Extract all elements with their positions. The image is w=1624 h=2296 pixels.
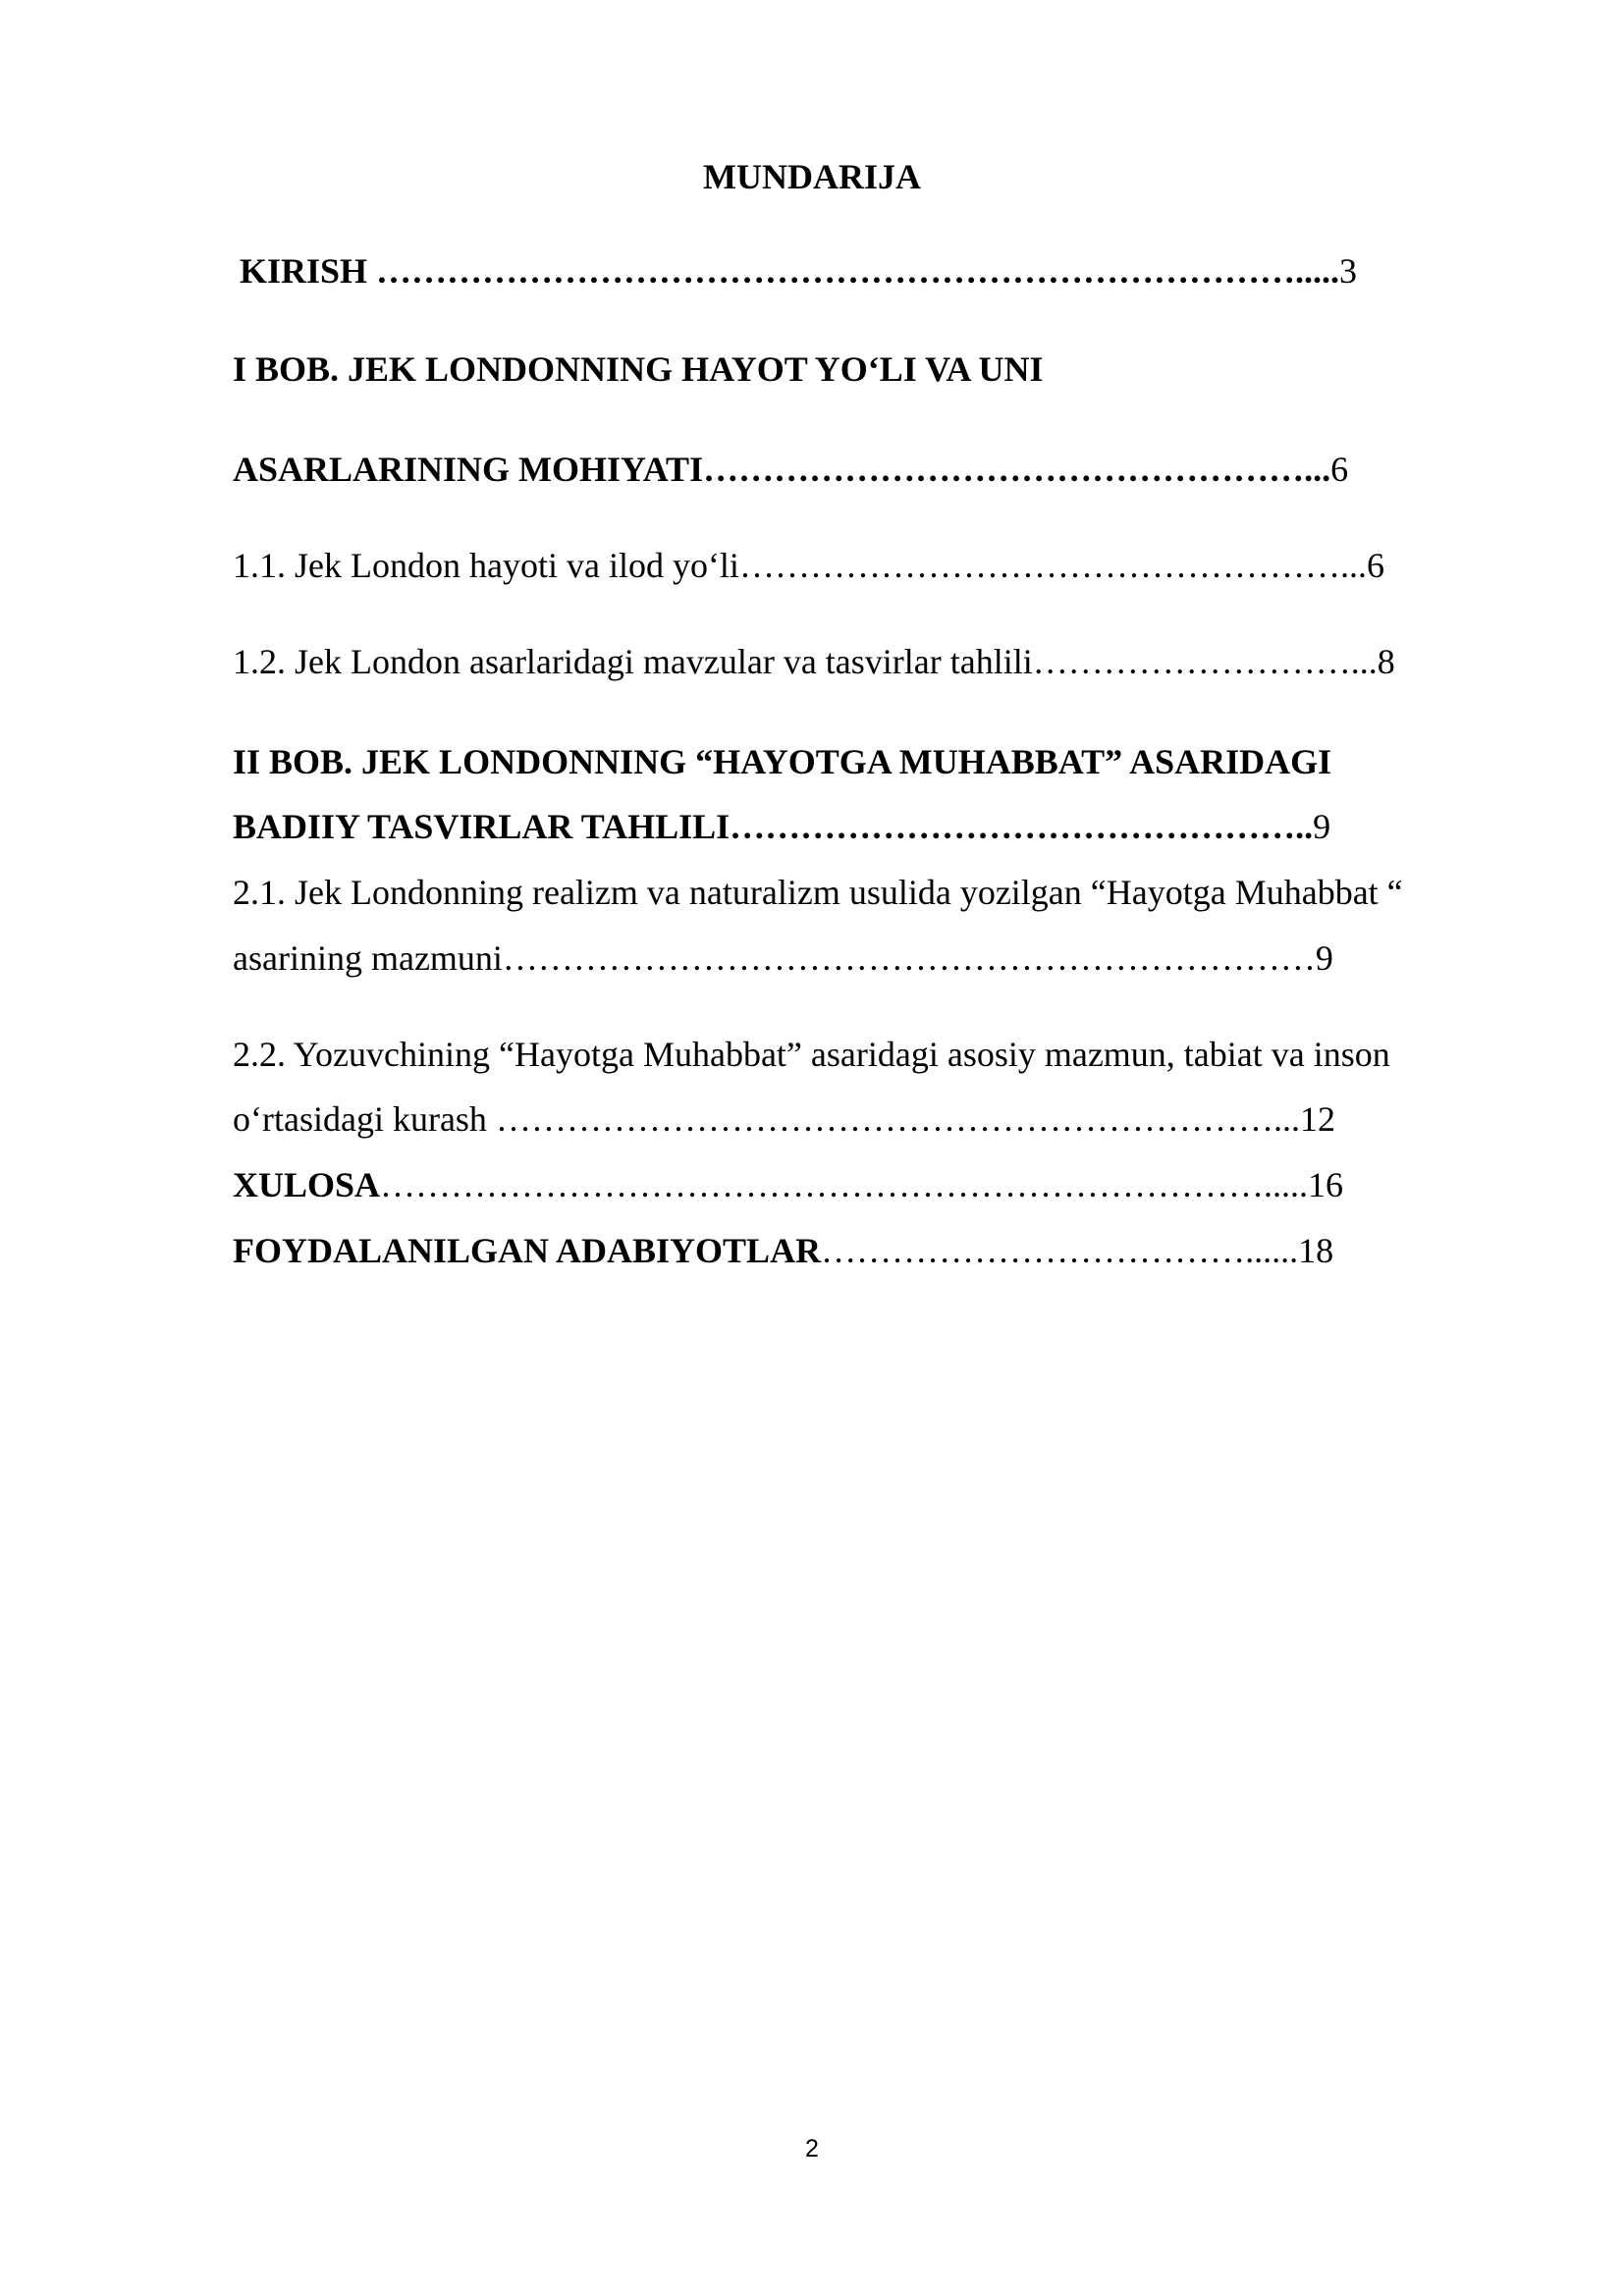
toc-entry-dots: …………………………………………………………... [495,1099,1300,1139]
toc-entry-page: 6 [1366,546,1384,585]
toc-entry [233,640,1395,683]
toc-entry [233,544,1384,587]
toc-entry-dots: ……………………………………………... [738,546,1367,585]
toc-entry [233,1097,1335,1141]
toc-entry-text: KIRISH [240,251,377,291]
toc-entry-dots: …………………………………………………………………..... [380,1165,1309,1204]
toc-entry [240,249,1357,293]
toc-entry-dots: ………………………... [1032,642,1378,681]
toc-entry [233,805,1330,848]
toc-entry-page: 6 [1330,450,1349,489]
toc-entry-text: BADIIY TASVIRLAR TAHLILI [233,807,731,846]
toc-entry-text: 1.2. Jek London asarlaridagi mavzular va tasvirlar tahlili [233,642,1033,681]
page-number: 2 [805,2135,819,2163]
toc-entry-page: 9 [1315,938,1333,978]
toc-entry-text: I BOB. JEK LONDONNING HAYOT YO‘LI VA UNI [233,349,1044,389]
toc-entry [233,448,1348,491]
toc-entry [233,1163,1343,1206]
toc-entry-text: o‘rtasidagi kurash [233,1099,496,1139]
toc-title: MUNDARIJA [703,157,921,196]
toc-entry [233,1033,1390,1076]
toc-entry-page: 12 [1299,1099,1335,1139]
toc-entry-text: ASARLARINING MOHIYATI [233,450,704,489]
toc-entry-dots: ……………………………………………... [703,450,1331,489]
toc-entry-page: 8 [1377,642,1395,681]
toc-entry-text: 2.2. Yozuvchining “Hayotga Muhabbat” asaridagi asosiy mazmun, tabiat va inson [233,1035,1390,1074]
toc-entry [233,871,1403,914]
toc-entry-dots: …………………………………………………………… [502,938,1316,978]
toc-entry-page: 18 [1298,1231,1334,1270]
toc-entry-dots: ………………………………………….. [730,807,1314,846]
toc-entry [233,740,1331,783]
toc-entry-page: 3 [1339,251,1358,291]
toc-entry [233,347,1044,391]
toc-entry-text: II BOB. JEK LONDONNING “HAYOTGA MUHABBAT” ASARIDAGI [233,742,1332,781]
toc-entry-text: FOYDALANILGAN ADABIYOTLAR [233,1231,822,1270]
toc-entry-page: 16 [1308,1165,1344,1204]
toc-entry-text: XULOSA [233,1165,381,1204]
toc-entry-dots: ……………………………………………………………………..... [376,251,1340,291]
toc-entry-text: 2.1. Jek Londonning realizm va naturalizm usulida yozilgan “Hayotga Muhabbat “ [233,873,1403,912]
toc-entry [233,1229,1333,1272]
toc-entry-page: 9 [1313,807,1331,846]
toc-entry-text: 1.1. Jek London hayoti va ilod yo‘li [233,546,739,585]
toc-entry-dots: ………………………………...... [821,1231,1299,1270]
toc-entry-text: asarining mazmuni [233,938,503,978]
toc-entry [233,936,1333,980]
